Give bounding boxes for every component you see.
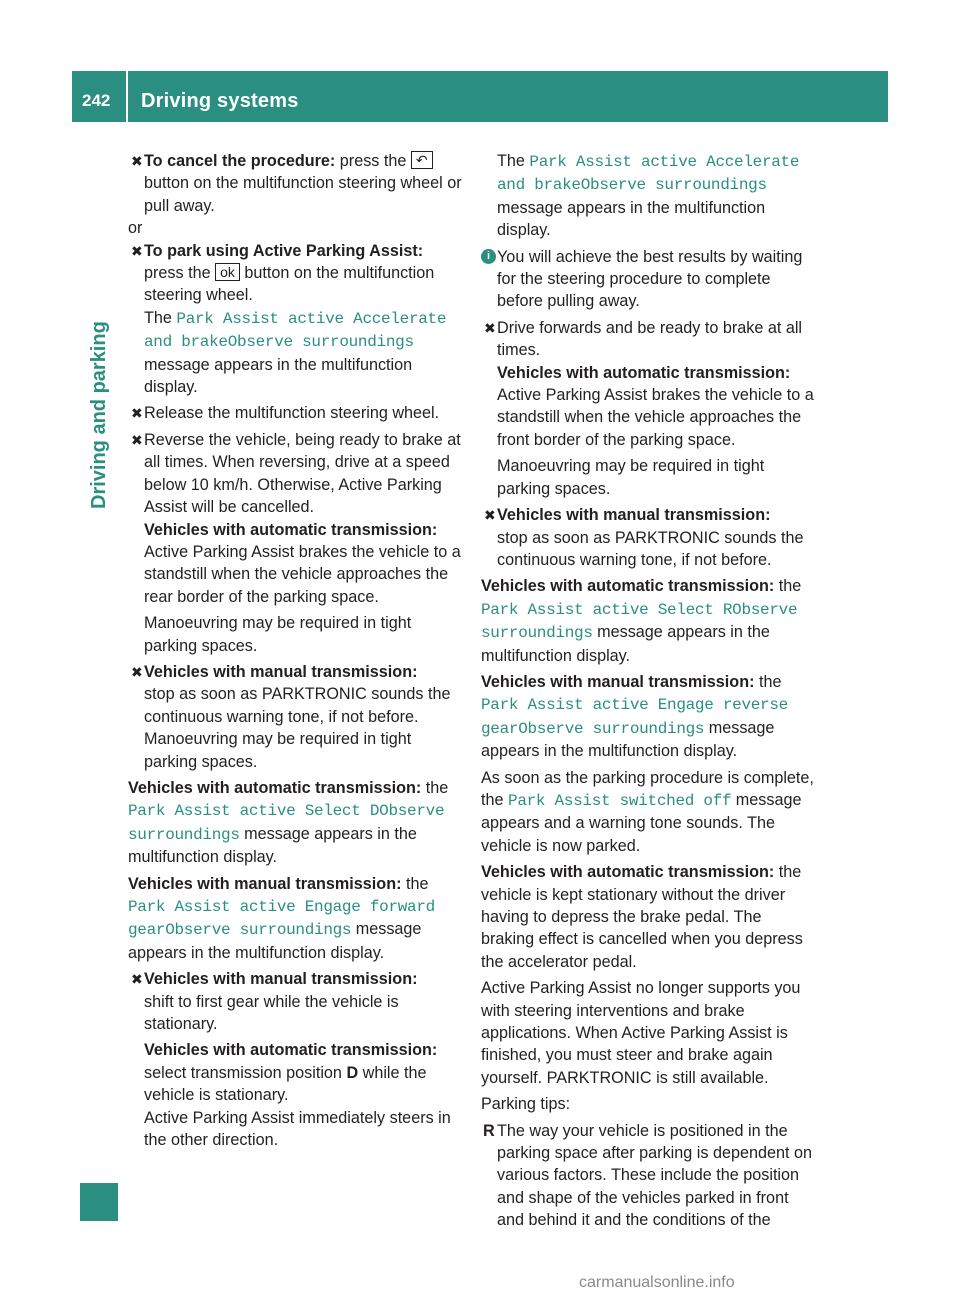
step-text: select transmission position — [144, 1063, 347, 1082]
step-text: Active Parking Assist brakes the vehicle to a standstill when the vehicle approaches the rear border of the parking space. — [144, 542, 461, 606]
step-arrow-icon: ✖ — [131, 405, 143, 422]
paragraph-text: message appears in the multifunction display. — [497, 198, 766, 240]
step-park — [128, 240, 462, 399]
step-arrow-icon: ✖ — [484, 319, 496, 336]
step-text: Release the multifunction steering wheel. — [144, 404, 440, 423]
step-note: Manoeuvring may be required in tight parking spaces. — [144, 730, 412, 771]
step-title: To cancel the procedure: — [144, 152, 336, 170]
watermark: carmanualsonline.info — [579, 1274, 735, 1291]
paragraph-text: the — [401, 874, 429, 893]
paragraph-text: As soon as the parking procedure is complete, the — [481, 768, 814, 809]
step-text: button on the multifunction steering wheel or pull away. — [144, 174, 462, 215]
paragraph-text: message appears in the multifunction display. — [481, 623, 770, 665]
paragraph-accelerate — [481, 150, 815, 242]
info-text: You will achieve the best results by waiting for the steering procedure to complete before pulling away. — [497, 247, 803, 311]
paragraph-text: the vehicle is kept stationary without the driver having to depress the brake pedal. The braking effect is cancelled when you depress the accelerator pedal. — [481, 863, 803, 971]
step-text: stop as soon as PARKTRONIC sounds the continuous warning tone, if not before. — [144, 685, 451, 726]
step-cancel — [128, 150, 462, 217]
step-text: press the — [335, 152, 411, 170]
paragraph-manual-forward — [128, 873, 462, 965]
paragraph-auto-select-r — [481, 575, 815, 667]
step-arrow-icon: ✖ — [131, 153, 143, 169]
paragraph-switched-off — [481, 767, 815, 858]
bullet-icon: R — [483, 1121, 495, 1140]
left-column — [128, 150, 462, 1151]
side-tab-marker — [80, 1183, 118, 1221]
step-text: shift to first gear while the vehicle is stationary. — [144, 992, 399, 1034]
paragraph-text: message appears in the multifunction display. — [128, 920, 422, 962]
display-message: Park Assist active Select RObserve surroundings — [481, 600, 798, 643]
step-reverse — [128, 429, 462, 657]
step-subtitle: Vehicles with automatic transmission: — [144, 1041, 438, 1060]
parking-tips-heading: Parking tips: — [481, 1095, 571, 1114]
display-message: Park Assist switched off — [508, 791, 732, 810]
step-arrow-icon: ✖ — [131, 663, 143, 680]
paragraph-title: Vehicles with manual transmission: — [481, 672, 755, 691]
display-message: Park Assist active Select DObserve surroundings — [128, 802, 445, 844]
section-title: Driving systems — [141, 90, 299, 112]
paragraph-text: the — [754, 672, 782, 691]
tip-item — [481, 1120, 815, 1232]
step-shift — [128, 968, 462, 1151]
paragraph-auto-stationary — [481, 861, 815, 973]
step-note: Manoeuvring may be required in tight parking spaces. — [497, 457, 765, 498]
right-column — [481, 150, 815, 1232]
side-tab — [86, 321, 112, 509]
display-message: Park Assist active Engage forward gearObserve surroundings — [128, 898, 435, 940]
step-text: The — [144, 308, 177, 327]
gear-position: D — [346, 1063, 359, 1082]
step-text: Drive forwards and be ready to brake at all times. — [497, 318, 803, 360]
paragraph-title: Vehicles with manual transmission: — [128, 874, 402, 893]
step-subtitle: Vehicles with automatic transmission: — [144, 520, 438, 539]
side-tab-label: Driving and parking — [88, 321, 110, 509]
page-number: 242 — [82, 91, 111, 110]
paragraph-text: message appears and a warning tone sounds. The vehicle is now parked. — [481, 790, 802, 855]
step-manual-stop — [128, 661, 462, 773]
back-button-icon: ↶ — [411, 151, 433, 169]
paragraph-title: Vehicles with automatic transmission: — [481, 577, 775, 596]
step-text: Reverse the vehicle, being ready to brake at all times. When reversing, drive at a speed below 10 km/h. Otherwise, Active Parking Assist will be cancelled. — [144, 430, 461, 517]
info-icon: i — [481, 249, 496, 264]
step-note: Manoeuvring may be required in tight parking spaces. — [144, 614, 412, 655]
step-arrow-icon: ✖ — [131, 971, 143, 988]
step-arrow-icon: ✖ — [131, 431, 143, 448]
step-drive-forwards — [481, 317, 815, 500]
paragraph-title: Vehicles with automatic transmission: — [481, 863, 775, 882]
paragraph-title: Vehicles with automatic transmission: — [128, 778, 422, 797]
step-release — [128, 402, 462, 424]
tip-text: The way your vehicle is positioned in the parking space after parking is dependent on various factors. These include the position and shape of the vehicles parked in front and behind it and the conditions of the — [497, 1121, 812, 1230]
step-text: stop as soon as PARKTRONIC sounds the continuous warning tone, if not before. — [497, 528, 804, 569]
step-text: Active Parking Assist brakes the vehicle to a standstill when the vehicle approaches the front border of the parking space. — [497, 386, 814, 449]
step-note: Active Parking Assist immediately steers in the other direction. — [144, 1108, 451, 1150]
step-text: button on the multifunction steering wheel. — [144, 264, 435, 305]
paragraph-text: the — [774, 577, 802, 596]
display-message: Park Assist active Accelerate and brakeObserve surroundings — [144, 309, 447, 352]
ok-button-icon: ok — [215, 263, 240, 281]
header-divider — [126, 71, 128, 122]
step-title: Vehicles with manual transmission: — [144, 970, 418, 989]
or-text: or — [128, 219, 143, 238]
display-message: Park Assist active Engage reverse gearObserve surroundings — [481, 696, 788, 738]
step-text: message appears in the multifunction display. — [144, 355, 413, 397]
step-title: To park using Active Parking Assist: — [144, 241, 424, 260]
step-manual-stop-right — [481, 504, 815, 571]
step-subtitle: Vehicles with automatic transmission: — [497, 363, 791, 382]
step-arrow-icon: ✖ — [131, 242, 143, 259]
step-text: press the — [144, 264, 216, 283]
paragraph-auto-select-d — [128, 777, 462, 869]
step-title: Vehicles with manual transmission: — [144, 662, 418, 681]
paragraph-text: message appears in the multifunction display. — [481, 718, 775, 761]
info-note — [481, 246, 815, 313]
paragraph-manual-reverse — [481, 671, 815, 763]
step-text: while the vehicle is stationary. — [144, 1063, 427, 1105]
paragraph-text: the — [421, 778, 449, 797]
paragraph-text: message appears in the multifunction display. — [128, 824, 417, 867]
paragraph-no-support: Active Parking Assist no longer supports you with steering interventions and brake applications. When Active Parking Assist is finished, you must steer and brake again yourself. PARKTRONIC is still available. — [481, 979, 801, 1087]
step-arrow-icon: ✖ — [484, 507, 496, 524]
step-title: Vehicles with manual transmission: — [497, 506, 771, 525]
paragraph-text: The — [497, 152, 530, 170]
display-message: Park Assist active Accelerate and brakeObserve surroundings — [497, 153, 800, 195]
